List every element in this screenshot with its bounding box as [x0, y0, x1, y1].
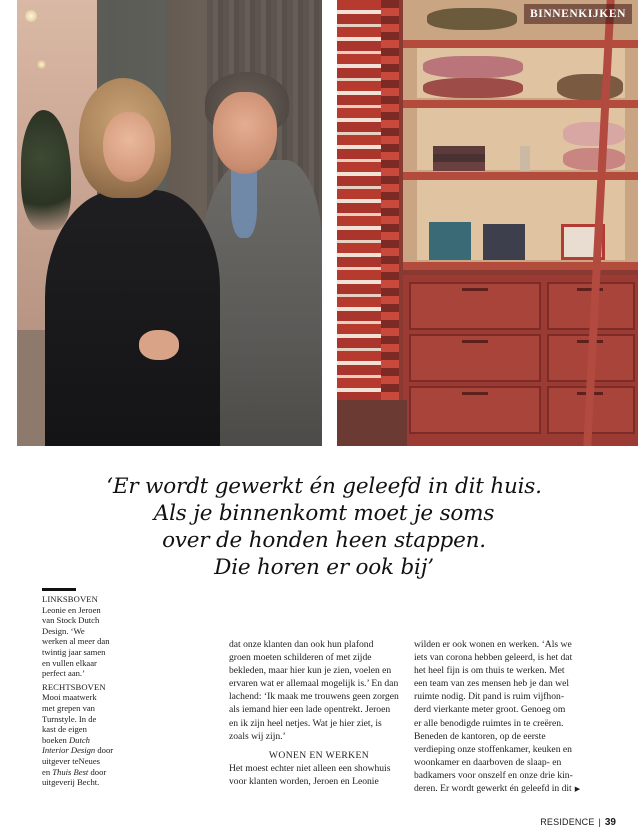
folio-separator: | — [598, 817, 601, 827]
book-title: Dutch — [68, 734, 90, 745]
photo-floor — [337, 400, 407, 446]
body-line: er alle benodigde ruimtes in te creëren. — [414, 717, 564, 729]
body-line: voor klanten worden, Jeroen en Leonie — [229, 775, 379, 787]
body-line: verdieping onze stoffenkamer, keuken en — [414, 743, 572, 755]
photo-cabinet — [337, 0, 638, 446]
body-line: derd vierkante meter groot. Genoeg om — [414, 704, 566, 716]
photo-woman-dress — [45, 190, 220, 446]
photo-handle — [462, 340, 488, 343]
caption-line: Mooi maatwerk — [42, 692, 97, 703]
body-line: als iemand hier een lade opentrekt. Jeroen — [229, 704, 391, 716]
body-column-1 — [229, 638, 409, 788]
caption-line — [42, 767, 118, 778]
photo-handle — [462, 288, 488, 291]
body-line-text: deren. Er wordt gewerkt én geleefd in dit — [414, 783, 572, 795]
body-line: bekleden, maar hier kun je zien, voelen en — [229, 665, 392, 677]
photo-curtain-trim — [381, 0, 399, 446]
caption-line: Leonie en Jeroen — [42, 604, 101, 615]
photo-book — [433, 162, 485, 171]
body-line: badkamers voor onszelf en onze drie kin- — [414, 769, 573, 781]
photo-shelf — [403, 262, 638, 270]
triangle-right-icon: ▶ — [574, 785, 581, 794]
section-label: BINNENKIJKEN — [524, 4, 632, 24]
body-line: Het moest echter niet alleen een showhuis — [229, 762, 391, 774]
book-title: Thuis Best — [52, 766, 89, 777]
photo-cushion — [563, 148, 625, 170]
body-line: ervaren wat er allemaal mogelijk is.’ En dan — [229, 678, 399, 690]
body-line: dat onze klanten dan ook hun plafond — [229, 639, 374, 650]
photo-cushion — [563, 122, 625, 146]
pull-quote-line: Die horen er ook bij’ — [214, 555, 434, 580]
photo-man-shirt — [231, 168, 257, 238]
caption-line: perfect aan.’ — [42, 668, 85, 679]
photo-shelf — [403, 40, 638, 48]
photo-cushion — [557, 74, 623, 100]
body-line: groen moeten schilderen of met zijde — [229, 652, 372, 664]
photo-handle — [462, 392, 488, 395]
photo-book — [483, 224, 525, 260]
photo-woman-hand — [139, 330, 179, 360]
photo-diffuser — [520, 146, 530, 171]
photo-lamp — [37, 60, 46, 69]
caption-line: en vullen elkaar — [42, 657, 97, 668]
caption-text: boeken — [42, 734, 69, 745]
body-line: het heel fijn is om thuis te werken. Met — [414, 665, 565, 677]
caption-line: twintig jaar samen — [42, 646, 106, 657]
body-line: zoals wij zijn.’ — [229, 730, 286, 742]
body-line: ruimte nodig. Dit pand is ruim vijfhon- — [414, 691, 565, 703]
body-line: een team van zes mensen heb je dan wel — [414, 678, 570, 690]
photo-lamp — [25, 10, 37, 22]
page-folio — [540, 817, 616, 828]
pull-quote-line: ‘Er wordt gewerkt én geleefd in dit huis. — [106, 474, 542, 499]
pull-quote-line: Als je binnenkomt moet je soms — [153, 501, 495, 526]
caption-line: van Stock Dutch — [42, 615, 100, 626]
body-line: iets van corona hebben geleerd, is het dat — [414, 652, 573, 664]
caption-text: en — [42, 766, 53, 777]
book-title: Interior Design — [42, 745, 96, 756]
photo-cushion — [423, 56, 523, 78]
body-line: wilden er ook wonen en werken. ‘Als we — [414, 639, 572, 650]
photo-woman-face — [103, 112, 155, 182]
body-subheading: WONEN EN WERKEN — [268, 749, 370, 761]
body-line: lachend: ‘Ik maak me trouwens geen zorgen — [229, 691, 399, 703]
photo-man-face — [213, 92, 277, 174]
photo-book — [433, 154, 485, 162]
body-line: Beneden de kantoren, op de eerste — [414, 730, 546, 742]
caption-left-top — [42, 594, 118, 679]
caption-line: uitgeverij Becht. — [42, 777, 100, 788]
body-line: en ik zijn heel netjes. Wat je hier ziet, is — [229, 717, 382, 729]
body-line: woonkamer en daarboven de slaap- en — [414, 756, 562, 768]
caption-line — [42, 735, 118, 746]
caption-right-top — [42, 682, 118, 788]
photo-captions — [42, 594, 118, 791]
pull-quote — [60, 473, 588, 581]
caption-line: met grepen van — [42, 702, 95, 713]
caption-line: Turnstyle. In de — [42, 713, 97, 724]
page-number: 39 — [604, 817, 616, 828]
body-line-last — [414, 782, 594, 796]
caption-heading: LINKSBOVEN — [42, 594, 98, 604]
caption-line: werken al meer dan — [42, 636, 110, 647]
photo-leonie-and-jeroen — [17, 0, 322, 446]
pull-quote-line: over de honden heen stappen. — [162, 528, 486, 553]
photo-basket — [427, 8, 517, 30]
caption-heading: RECHTSBOVEN — [42, 681, 106, 692]
caption-line: kast de eigen — [42, 724, 87, 735]
caption-line — [42, 745, 118, 756]
photo-cushion — [423, 78, 523, 98]
caption-line: Design. ‘We — [42, 625, 85, 636]
caption-text: door — [95, 745, 114, 756]
photo-book — [433, 146, 485, 154]
body-column-2 — [414, 638, 594, 796]
caption-text: door — [88, 766, 107, 777]
photo-book — [429, 222, 471, 260]
magazine-name: RESIDENCE — [540, 817, 595, 827]
caption-rule — [42, 588, 76, 591]
caption-line: uitgever teNeues — [42, 755, 100, 766]
